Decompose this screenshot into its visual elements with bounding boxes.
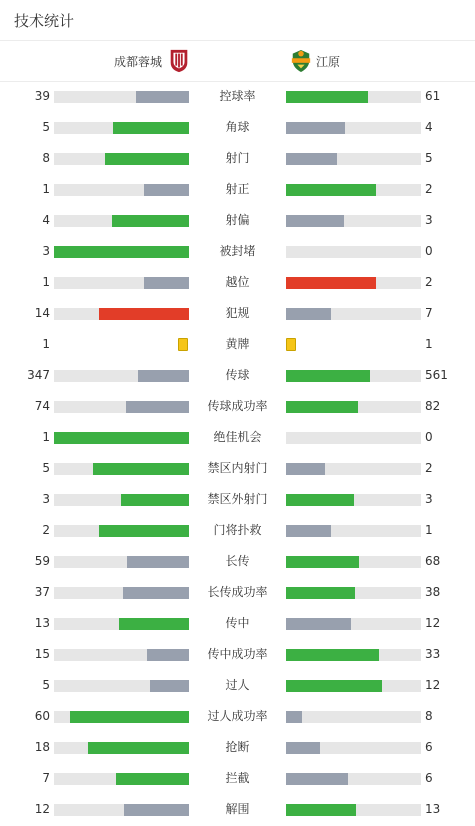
stat-home-value: 8 [42, 151, 50, 165]
team-away-logo-icon [290, 49, 312, 73]
stat-away-bar [286, 277, 421, 289]
stat-away-bar-fill [286, 680, 382, 692]
stat-row [0, 360, 475, 391]
stat-home-bar [54, 91, 189, 103]
stat-label: 门将扑救 [213, 523, 262, 537]
stat-home-bar [54, 680, 189, 692]
stat-home-bar-fill [126, 401, 189, 413]
stat-label: 被封堵 [219, 244, 256, 258]
stat-home-bar [54, 711, 189, 723]
stat-away-value: 0 [425, 244, 433, 258]
stat-away-bar-fill [286, 215, 344, 227]
stat-away-bar [286, 370, 421, 382]
stat-away-bar-fill [286, 308, 331, 320]
stat-label: 禁区外射门 [207, 492, 268, 506]
stat-away-bar [286, 587, 421, 599]
stat-home-bar [54, 370, 189, 382]
stat-away-value: 2 [425, 182, 433, 196]
stat-row [0, 577, 475, 608]
stat-away-bar [286, 556, 421, 568]
stat-row [0, 81, 475, 112]
stat-home-value: 37 [34, 585, 50, 599]
stat-away-bar [286, 742, 421, 754]
stat-row [0, 639, 475, 670]
stat-row [0, 391, 475, 422]
stat-row [0, 515, 475, 546]
stat-row [0, 670, 475, 701]
stat-home-value: 1 [42, 430, 50, 444]
stat-home-bar [54, 432, 189, 444]
stat-away-bar [286, 680, 421, 692]
stat-away-value: 5 [425, 151, 433, 165]
stat-away-bar-fill [286, 711, 302, 723]
stat-row [0, 453, 475, 484]
stat-label: 长传成功率 [207, 585, 268, 599]
stat-away-bar [286, 215, 421, 227]
stat-home-bar-fill [136, 91, 189, 103]
stat-home-bar-fill [127, 556, 189, 568]
stat-away-value: 0 [425, 430, 433, 444]
stat-away-bar [286, 432, 421, 444]
stat-home-bar [54, 556, 189, 568]
stat-away-bar-fill [286, 184, 376, 196]
stat-away-value: 3 [425, 213, 433, 227]
stat-home-value: 60 [34, 709, 50, 723]
stat-away-bar [286, 153, 421, 165]
stat-home-bar-fill [138, 370, 189, 382]
stat-away-value: 38 [425, 585, 441, 599]
team-home-logo-icon [168, 49, 190, 73]
stat-home-value: 5 [42, 678, 50, 692]
stat-home-bar [54, 587, 189, 599]
stat-away-bar-fill [286, 556, 359, 568]
stat-row [0, 422, 475, 453]
team-home-name: 成都蓉城 [114, 54, 163, 69]
stat-away-bar-fill [286, 649, 379, 661]
stat-row [0, 205, 475, 236]
stat-home-bar [54, 773, 189, 785]
stat-row [0, 701, 475, 732]
stat-home-value: 74 [34, 399, 50, 413]
stat-home-bar-fill [93, 463, 189, 475]
stat-away-value: 6 [425, 771, 433, 785]
stat-away-bar-fill [286, 91, 368, 103]
stat-label: 黄牌 [225, 337, 250, 351]
stat-label: 抢断 [225, 740, 250, 754]
stat-away-bar-fill [286, 494, 354, 506]
stat-home-value: 1 [42, 182, 50, 196]
stat-home-bar-fill [147, 649, 189, 661]
stat-home-value: 15 [34, 647, 50, 661]
stat-home-bar-fill [144, 277, 189, 289]
stat-home-value: 1 [42, 275, 50, 289]
stat-row [0, 174, 475, 205]
stat-label: 射门 [225, 151, 250, 165]
stat-home-value: 59 [34, 554, 50, 568]
stat-home-bar [54, 804, 189, 816]
stat-away-value: 1 [425, 337, 433, 351]
stat-label: 射偏 [225, 213, 250, 227]
stat-home-bar [54, 618, 189, 630]
stat-label: 角球 [225, 120, 250, 134]
stat-home-bar-fill [88, 742, 189, 754]
stat-home-bar [54, 246, 189, 258]
stat-away-bar-fill [286, 587, 355, 599]
stat-home-bar-fill [124, 804, 189, 816]
stat-away-value: 33 [425, 647, 441, 661]
stat-row [0, 298, 475, 329]
stat-home-bar [54, 153, 189, 165]
stat-row [0, 329, 475, 360]
stat-away-bar-fill [286, 370, 370, 382]
stat-row [0, 794, 475, 825]
stat-label: 传球成功率 [207, 399, 268, 413]
stat-away-value: 4 [425, 120, 433, 134]
stat-away-bar-fill [286, 463, 325, 475]
stat-row [0, 112, 475, 143]
stat-home-bar [54, 401, 189, 413]
stat-home-bar-fill [113, 122, 189, 134]
stat-home-bar [54, 122, 189, 134]
stat-home-bar-fill [105, 153, 189, 165]
stat-away-value: 61 [425, 89, 441, 103]
stat-away-value: 3 [425, 492, 433, 506]
yellow-card-icon [178, 338, 188, 351]
team-home[interactable] [114, 49, 190, 73]
stat-away-bar-fill [286, 742, 320, 754]
stat-home-bar-fill [150, 680, 189, 692]
stat-away-value: 7 [425, 306, 433, 320]
page-title: 技术统计 [14, 12, 75, 30]
stat-away-value: 13 [425, 802, 441, 816]
stat-home-bar [54, 184, 189, 196]
stat-home-value: 3 [42, 492, 50, 506]
stat-label: 控球率 [219, 89, 256, 103]
stat-home-bar-fill [123, 587, 189, 599]
stat-away-value: 68 [425, 554, 441, 568]
stat-label: 过人 [225, 678, 250, 692]
stat-away-value: 2 [425, 461, 433, 475]
stat-away-value: 8 [425, 709, 433, 723]
stat-away-bar [286, 401, 421, 413]
stat-label: 禁区内射门 [207, 461, 268, 475]
stat-home-bar [54, 308, 189, 320]
stat-away-bar [286, 711, 421, 723]
stat-away-bar-fill [286, 525, 331, 537]
stat-away-bar [286, 804, 421, 816]
stat-row [0, 732, 475, 763]
stat-label: 解围 [225, 802, 250, 816]
stat-away-bar-fill [286, 153, 337, 165]
stat-away-bar [286, 463, 421, 475]
stat-home-value: 5 [42, 461, 50, 475]
stat-label: 长传 [225, 554, 250, 568]
stats-list [0, 81, 475, 825]
stat-row [0, 484, 475, 515]
stat-home-bar [54, 525, 189, 537]
stat-away-bar [286, 91, 421, 103]
stat-away-bar-fill [286, 122, 345, 134]
yellow-card-icon [286, 338, 296, 351]
stat-home-value: 3 [42, 244, 50, 258]
stat-away-bar-fill [286, 773, 348, 785]
stat-home-value: 39 [34, 89, 50, 103]
stat-away-value: 12 [425, 616, 441, 630]
stat-away-bar [286, 649, 421, 661]
stat-home-value: 4 [42, 213, 50, 227]
stat-away-bar [286, 773, 421, 785]
stat-label: 传中成功率 [207, 647, 268, 661]
stat-label: 传球 [225, 368, 250, 382]
stat-home-bar-fill [70, 711, 189, 723]
stat-away-value: 6 [425, 740, 433, 754]
stat-away-bar [286, 246, 421, 258]
stat-label: 越位 [225, 275, 250, 289]
stat-home-bar-fill [116, 773, 189, 785]
stat-away-bar [286, 525, 421, 537]
stat-home-bar-fill [144, 184, 189, 196]
stat-home-bar-fill [99, 525, 189, 537]
stat-label: 犯规 [225, 306, 250, 320]
stat-row [0, 267, 475, 298]
stat-home-bar-fill [99, 308, 189, 320]
stat-home-bar [54, 215, 189, 227]
stat-home-value: 5 [42, 120, 50, 134]
stat-away-value: 82 [425, 399, 441, 413]
stat-away-bar [286, 618, 421, 630]
stat-away-bar [286, 494, 421, 506]
stat-label: 过人成功率 [207, 709, 268, 723]
stat-label: 射正 [225, 182, 250, 196]
team-away[interactable] [290, 49, 340, 73]
stat-home-bar [54, 463, 189, 475]
stat-home-bar-fill [121, 494, 189, 506]
stat-row [0, 546, 475, 577]
stat-home-value: 13 [34, 616, 50, 630]
stat-home-value: 14 [34, 306, 50, 320]
stat-away-bar [286, 308, 421, 320]
stat-home-bar-fill [119, 618, 189, 630]
stat-home-bar [54, 277, 189, 289]
stat-row [0, 143, 475, 174]
stat-home-bar-fill [112, 215, 189, 227]
stat-away-bar [286, 184, 421, 196]
team-away-name: 江原 [316, 54, 341, 69]
stat-label: 拦截 [225, 771, 250, 785]
stat-home-value: 12 [34, 802, 50, 816]
stat-row [0, 236, 475, 267]
stat-home-value: 347 [27, 368, 50, 382]
stat-home-bar-fill [54, 432, 189, 444]
stat-home-value: 18 [34, 740, 50, 754]
header-divider [0, 40, 475, 41]
stat-away-value: 1 [425, 523, 433, 537]
stat-away-value: 12 [425, 678, 441, 692]
stat-home-bar [54, 742, 189, 754]
stat-away-bar-fill [286, 277, 376, 289]
stat-away-bar-fill [286, 618, 351, 630]
stat-away-bar [286, 122, 421, 134]
stat-home-bar-fill [54, 246, 189, 258]
stat-row [0, 608, 475, 639]
stat-home-value: 1 [42, 337, 50, 351]
stat-away-bar-fill [286, 401, 358, 413]
stat-home-bar [54, 494, 189, 506]
stat-home-bar [54, 649, 189, 661]
stat-label: 绝佳机会 [213, 430, 262, 444]
stat-away-value: 2 [425, 275, 433, 289]
stat-row [0, 763, 475, 794]
stat-label: 传中 [225, 616, 250, 630]
stat-home-value: 7 [42, 771, 50, 785]
stat-away-value: 561 [425, 368, 448, 382]
stat-away-bar-fill [286, 804, 356, 816]
stat-home-value: 2 [42, 523, 50, 537]
